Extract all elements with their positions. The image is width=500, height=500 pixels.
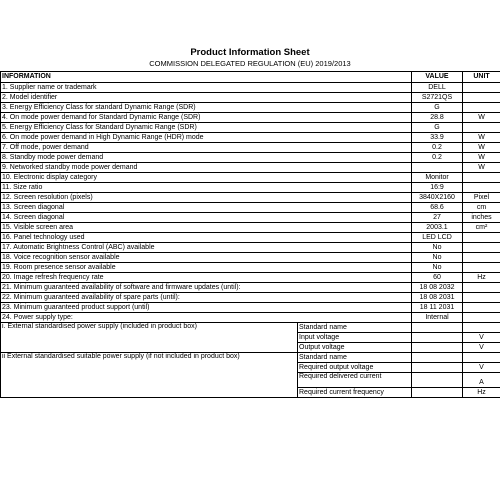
row-unit [463, 183, 500, 193]
row-value: 18 08 2032 [412, 283, 463, 293]
row-label: 11. Size ratio [1, 183, 412, 193]
psu-group-label: i. External standardised power supply (included in product box) [1, 323, 298, 353]
row-value: Monitor [412, 173, 463, 183]
row-unit: W [463, 153, 500, 163]
table-row [1, 263, 500, 273]
row-value: 27 [412, 213, 463, 223]
row-label: 18. Voice recognition sensor available [1, 253, 412, 263]
table-row [1, 163, 500, 173]
row-value: 33.9 [412, 133, 463, 143]
row-unit [463, 283, 500, 293]
regulation-subtitle: COMMISSION DELEGATED REGULATION (EU) 2019/2013 [149, 59, 351, 68]
row-unit: W [463, 113, 500, 123]
psu-item-unit [463, 323, 500, 333]
table-row [1, 193, 500, 203]
row-value: 0.2 [412, 143, 463, 153]
psu-item-unit: A [463, 373, 500, 388]
psu-item-value [412, 373, 463, 388]
row-value: 18 08 2031 [412, 293, 463, 303]
table-row [1, 113, 500, 123]
row-value: 16:9 [412, 183, 463, 193]
row-unit: Pixel [463, 193, 500, 203]
row-unit: cm [463, 203, 500, 213]
row-value: 28.8 [412, 113, 463, 123]
psu-item-label: Required current frequency [298, 388, 412, 398]
row-unit [463, 313, 500, 323]
row-value: 68.6 [412, 203, 463, 213]
psu-item-label: Required delivered current [298, 373, 412, 388]
row-value [412, 163, 463, 173]
row-value: G [412, 123, 463, 133]
table-row [1, 303, 500, 313]
row-value: No [412, 263, 463, 273]
row-label: 14. Screen diagonal [1, 213, 412, 223]
psu-item-unit: V [463, 343, 500, 353]
table-row [1, 153, 500, 163]
table-row [1, 283, 500, 293]
row-label: 15. Visible screen area [1, 223, 412, 233]
row-label: 20. Image refresh frequency rate [1, 273, 412, 283]
row-value: G [412, 103, 463, 113]
header-value: VALUE [412, 72, 463, 83]
table-row [1, 223, 500, 233]
psu-item-value [412, 353, 463, 363]
table-row [1, 143, 500, 153]
psu-item-value [412, 323, 463, 333]
psu-item-label: Standard name [298, 353, 412, 363]
table-header-row [1, 72, 500, 83]
product-information-sheet [0, 47, 500, 398]
row-label: 22. Minimum guaranteed availability of spare parts (until): [1, 293, 412, 303]
row-unit [463, 303, 500, 313]
psu-item-unit: Hz [463, 388, 500, 398]
row-value: LED LCD [412, 233, 463, 243]
row-label: 1. Supplier name or trademark [1, 83, 412, 93]
table-row [1, 183, 500, 193]
table-row [1, 243, 500, 253]
row-unit [463, 103, 500, 113]
row-unit [463, 263, 500, 273]
row-label: 13. Screen diagonal [1, 203, 412, 213]
sheet-title: Product Information Sheet [190, 47, 310, 58]
row-label: 8. Standby mode power demand [1, 153, 412, 163]
row-unit [463, 233, 500, 243]
row-unit: cm² [463, 223, 500, 233]
psu-item-label: Output voltage [298, 343, 412, 353]
row-value: No [412, 243, 463, 253]
psu-item-label: Standard name [298, 323, 412, 333]
row-label: 19. Room presence sensor available [1, 263, 412, 273]
row-unit: inches [463, 213, 500, 223]
table-row [1, 273, 500, 283]
table-row [1, 103, 500, 113]
row-label: 7. Off mode, power demand [1, 143, 412, 153]
row-unit [463, 293, 500, 303]
table-row [1, 233, 500, 243]
table-row [1, 253, 500, 263]
row-value: 60 [412, 273, 463, 283]
psu-row [1, 353, 500, 363]
row-unit: Hz [463, 273, 500, 283]
row-label: 23. Minimum guaranteed product support (until) [1, 303, 412, 313]
psu-item-value [412, 388, 463, 398]
row-unit [463, 93, 500, 103]
row-unit [463, 173, 500, 183]
row-label: 3. Energy Efficiency Class for standard Dynamic Range (SDR) [1, 103, 412, 113]
table-row [1, 133, 500, 143]
psu-item-unit: V [463, 333, 500, 343]
table-row [1, 313, 500, 323]
table-row [1, 203, 500, 213]
row-value: S2721QS [412, 93, 463, 103]
row-value: 18 11 2031 [412, 303, 463, 313]
table-row [1, 293, 500, 303]
psu-item-unit: V [463, 363, 500, 373]
row-label: 24. Power supply type: [1, 313, 412, 323]
psu-item-label: Input voltage [298, 333, 412, 343]
row-label: 9. Networked standby mode power demand [1, 163, 412, 173]
row-label: 12. Screen resolution (pixels) [1, 193, 412, 203]
row-unit: W [463, 133, 500, 143]
row-unit: W [463, 163, 500, 173]
row-label: 17. Automatic Brightness Control (ABC) available [1, 243, 412, 253]
table-row [1, 213, 500, 223]
row-label: 6. On mode power demand in High Dynamic Range (HDR) mode [1, 133, 412, 143]
row-unit [463, 243, 500, 253]
row-label: 21. Minimum guaranteed availability of software and firmware updates (until): [1, 283, 412, 293]
psu-group-label: ii External standardised suitable power supply (if not included in product box) [1, 353, 298, 398]
psu-item-value [412, 363, 463, 373]
psu-item-label: Required output voltage [298, 363, 412, 373]
psu-item-value [412, 343, 463, 353]
row-value: No [412, 253, 463, 263]
row-label: 2. Model identifier [1, 93, 412, 103]
psu-row [1, 323, 500, 333]
row-label: 10. Electronic display category [1, 173, 412, 183]
row-unit [463, 83, 500, 93]
row-value: 0.2 [412, 153, 463, 163]
row-value: 2003.1 [412, 223, 463, 233]
row-label: 16. Panel technology used [1, 233, 412, 243]
table-row [1, 173, 500, 183]
row-value: DELL [412, 83, 463, 93]
row-label: 4. On mode power demand for Standard Dynamic Range (SDR) [1, 113, 412, 123]
table-row [1, 93, 500, 103]
row-label: 5. Energy Efficiency Class for Standard Dynamic Range (SDR) [1, 123, 412, 133]
header-information: INFORMATION [1, 72, 412, 83]
table-row [1, 123, 500, 133]
row-unit [463, 123, 500, 133]
table-row [1, 83, 500, 93]
row-value: 3840X2160 [412, 193, 463, 203]
psu-item-value [412, 333, 463, 343]
psu-item-unit [463, 353, 500, 363]
product-info-table [0, 71, 500, 398]
row-unit [463, 253, 500, 263]
row-value: Internal [412, 313, 463, 323]
row-unit: W [463, 143, 500, 153]
header-unit: UNIT [463, 72, 500, 83]
